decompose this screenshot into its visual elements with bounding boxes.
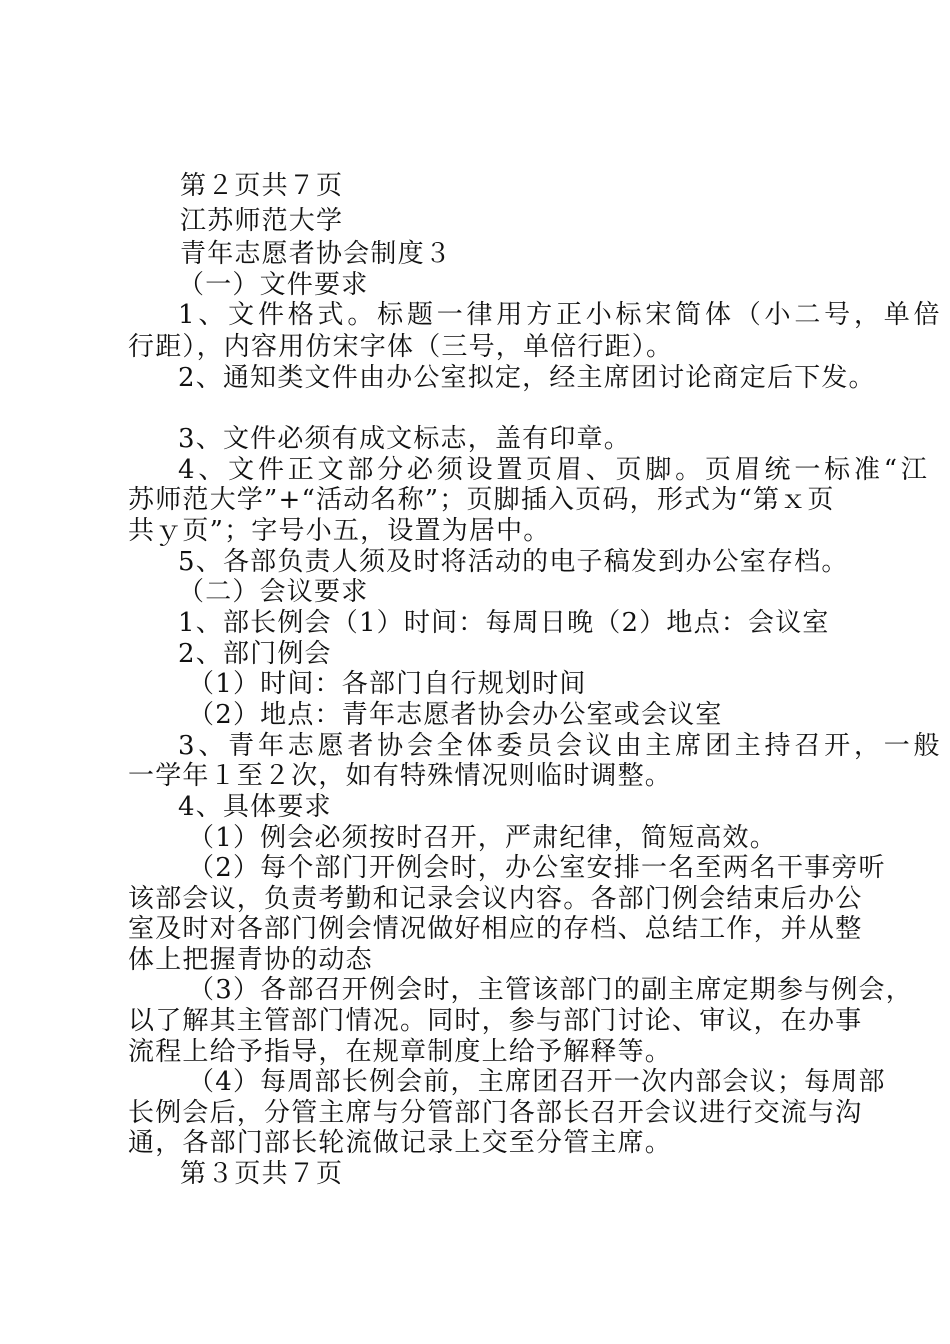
school-name: 江苏师范大学 [180, 206, 344, 236]
paragraph-line: 1、部长例会（1）时间：每周日晚（2）地点：会议室 [178, 608, 830, 638]
paragraph-line: 一学年１至２次，如有特殊情况则临时调整。 [128, 761, 673, 791]
section-heading-documents: （一）文件要求 [178, 270, 369, 300]
paragraph-line: 3、文件必须有成文标志，盖有印章。 [178, 424, 631, 454]
paragraph-line: 以了解其主管部门情况。同时，参与部门讨论、审议，在办事 [128, 1006, 863, 1036]
paragraph-line: 共ｙ页”；字号小五，设置为居中。 [128, 516, 551, 546]
paragraph-line: 3、青年志愿者协会全体委员会议由主席团主持召开，一般 [178, 731, 944, 761]
paragraph-line: 长例会后，分管主席与分管部门各部长召开会议进行交流与沟 [128, 1098, 863, 1128]
paragraph-line: 通，各部门部长轮流做记录上交至分管主席。 [128, 1128, 673, 1158]
paragraph-line: 行距），内容用仿宋字体（三号，单倍行距）。 [128, 332, 674, 362]
paragraph-line: 室及时对各部门例会情况做好相应的存档、总结工作，并从整 [128, 914, 863, 944]
page-number-footer: 第３页共７页 [180, 1159, 344, 1189]
paragraph-line: 2、部门例会 [178, 639, 332, 669]
paragraph-line: 4、具体要求 [178, 792, 332, 822]
paragraph-line: 苏师范大学”+“活动名称”；页脚插入页码，形式为“第ｘ页 [128, 485, 835, 515]
page-number-header: 第２页共７页 [180, 171, 344, 201]
paragraph-line: 1、文件格式。标题一律用方正小标宋简体（小二号，单倍 [178, 300, 944, 330]
paragraph-line: （4）每周部长例会前，主席团召开一次内部会议；每周部 [188, 1067, 886, 1097]
section-heading-meetings: （二）会议要求 [178, 577, 369, 607]
paragraph-line: 2、通知类文件由办公室拟定，经主席团讨论商定后下发。 [178, 363, 876, 393]
paragraph-line: （3）各部召开例会时，主管该部门的副主席定期参与例会， [188, 975, 913, 1005]
paragraph-line: （2）地点：青年志愿者协会办公室或会议室 [188, 700, 723, 730]
paragraph-line: （2）每个部门开例会时，办公室安排一名至两名干事旁听 [188, 853, 886, 883]
paragraph-line: 4、文件正文部分必须设置页眉、页脚。页眉统一标准“江 [178, 455, 931, 485]
paragraph-line: 体上把握青协的动态 [128, 945, 373, 975]
document-title: 青年志愿者协会制度３ [180, 239, 453, 269]
paragraph-line: （1）例会必须按时召开，严肃纪律，简短高效。 [188, 823, 777, 853]
paragraph-line: 5、各部负责人须及时将活动的电子稿发到办公室存档。 [178, 547, 849, 577]
paragraph-line: 该部会议，负责考勤和记录会议内容。各部门例会结束后办公 [128, 884, 863, 914]
paragraph-line: 流程上给予指导，在规章制度上给予解释等。 [128, 1037, 673, 1067]
paragraph-line: （1）时间：各部门自行规划时间 [188, 669, 587, 699]
